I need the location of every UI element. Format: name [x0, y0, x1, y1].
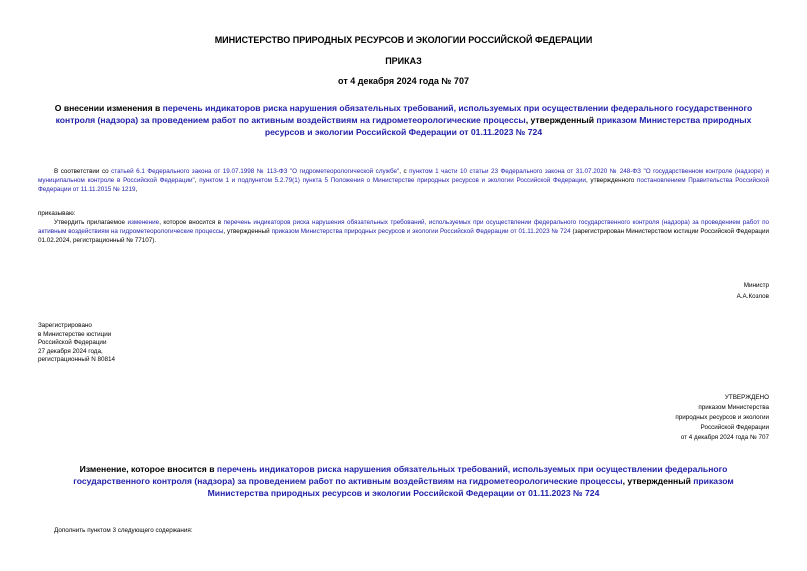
approved-line: от 4 декабря 2024 года № 707 — [680, 434, 769, 441]
signature-block — [569, 281, 769, 301]
registration-line: Зарегистрировано — [38, 322, 92, 329]
registration-block — [38, 322, 115, 365]
preamble-text-5: , — [135, 186, 138, 193]
order-text-1: Утвердить прилагаемое — [54, 219, 128, 226]
title-link-list[interactable]: перечень индикаторов риска нарушения обязательных требований, используемых при осуществлении федерального государственного контроля (надзора) за проведением работ по активным воздействиям на гидрометеорологические процессы — [55, 103, 753, 125]
approved-block — [569, 393, 769, 443]
title-link-order[interactable]: приказом Министерства природных ресурсов и экологии Российской Федерации от 01.11.2023 № 724 — [264, 115, 752, 137]
order-link-order[interactable]: приказом Министерства природных ресурсов и экологии Российской Федерации от 01.11.2023 № 724 — [271, 228, 571, 235]
registration-line: Российской Федерации — [38, 339, 107, 346]
preamble-paragraph — [38, 167, 769, 194]
change-title-link-list[interactable]: перечень индикаторов риска нарушения обязательных требований, используемых при осуществлении федерального государственного контроля (надзора) за проведением работ по активным воздействиям на гидрометеорологические процессы — [73, 464, 728, 486]
preamble-text-1: В соответствии со — [54, 168, 112, 175]
preamble-link-resolution[interactable]: постановлением Правительства Российской Федерации от 11.11.2015 № 1219 — [38, 177, 769, 193]
preamble-link-article[interactable]: статьей 6.1 Федерального закона от 19.07.1998 № 113-ФЗ "О гидрометеорологической службе" — [111, 168, 400, 175]
approved-line: приказом Министерства — [698, 404, 769, 411]
change-title — [52, 463, 755, 499]
signature-name: А.А.Козлов — [736, 293, 769, 300]
change-title-text-1: Изменение, которое вносится в — [79, 464, 217, 474]
order-link-list[interactable]: перечень индикаторов риска нарушения обязательных требований, используемых при осуществлении федерального государственного контроля (надзора) за проведением работ по активным воздействиям на гидрометеорологические процессы — [38, 219, 769, 235]
preamble-link-regulation[interactable]: пунктом 1 и подпунктом 5.2.79(1) пункта 5 Положения о Министерстве природных ресурсов и экологии Российской Федерации — [199, 177, 586, 184]
order-text-2: , которое вносится в — [159, 219, 224, 226]
title-text-2: , утвержденный — [525, 115, 597, 125]
preamble-text-2: , с — [399, 168, 410, 175]
preamble-text-3: , — [194, 177, 200, 184]
title-text-1: О внесении изменения в — [54, 103, 163, 113]
registration-line: 27 декабря 2024 года, — [38, 347, 103, 355]
change-title-text-2: , утвержденный — [622, 476, 694, 486]
order-paragraph — [38, 218, 769, 245]
doc-type: ПРИКАЗ — [385, 56, 422, 66]
approved-line: УТВЕРЖДЕНО — [724, 394, 769, 401]
order-title — [38, 102, 769, 138]
approved-line: Российской Федерации — [700, 424, 769, 431]
ministry-heading: МИНИСТЕРСТВО ПРИРОДНЫХ РЕСУРСОВ И ЭКОЛОГИИ РОССИЙСКОЙ ФЕДЕРАЦИИ — [214, 35, 593, 45]
change-title-link-order[interactable]: приказом Министерства природных ресурсов и экологии Российской Федерации от 01.11.2023 № 724 — [207, 476, 734, 498]
preamble-text-4: , утвержденного — [585, 177, 637, 184]
order-text-3: , утвержденный — [223, 228, 272, 235]
doc-date-number: от 4 декабря 2024 года № 707 — [338, 76, 469, 86]
registration-line: в Министерстве юстиции — [38, 330, 112, 338]
signature-position: Министр — [743, 282, 769, 289]
order-link-change[interactable]: изменение — [127, 219, 160, 226]
order-word: приказываю: — [38, 210, 76, 217]
approved-line: природных ресурсов и экологии — [675, 414, 769, 421]
registration-line: регистрационный N 80814 — [38, 356, 116, 363]
preamble-link-law[interactable]: пунктом 1 части 10 статьи 23 Федерального закона от 31.07.2020 № 248-ФЗ "О государственном контроле (надзоре) и муниципальном контроле в Российской Федерации" — [38, 168, 769, 184]
supplement-text: Дополнить пунктом 3 следующего содержания: — [54, 527, 193, 534]
order-text-4: (зарегистрирован Министерством юстиции Российской Федерации 01.02.2024, регистрационный № 77107). — [38, 228, 769, 244]
